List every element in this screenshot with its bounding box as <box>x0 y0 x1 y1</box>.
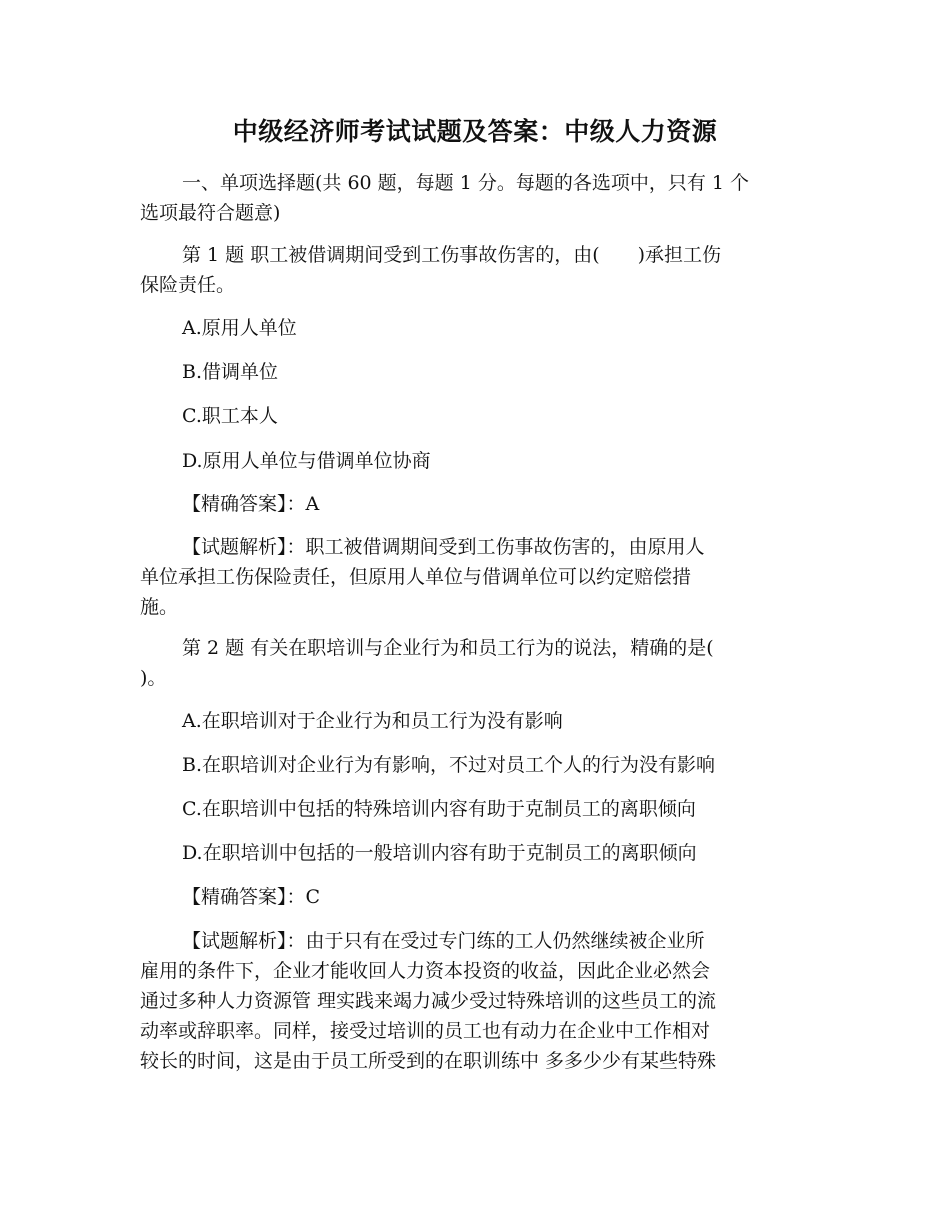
analysis-line: 通过多种人力资源管 理实践来竭力减少受过特殊培训的这些员工的流 <box>140 990 717 1012</box>
question-2-option-b: B.在职培训对企业行为有影响，不过对员工个人的行为没有影响 <box>182 754 716 776</box>
question-2-stem <box>140 633 808 693</box>
question-1-option-a: A.原用人单位 <box>182 317 297 339</box>
question-1-option-d: D.原用人单位与借调单位协商 <box>182 450 431 472</box>
analysis-line: 单位承担工伤保险责任，但原用人单位与借调单位可以约定赔偿措 <box>140 566 692 588</box>
question-stem-line: 第 2 题 有关在职培训与企业行为和员工行为的说法，精确的是( <box>182 637 714 659</box>
analysis-line: 【试题解析】：职工被借调期间受到工伤事故伤害的，由原用人 <box>182 536 705 558</box>
analysis-line: 动率或辞职率。同样，接受过培训的员工也有动力在企业中工作相对 <box>140 1020 711 1042</box>
analysis-line: 较长的时间，这是由于员工所受到的在职训练中 多多少少有某些特殊 <box>140 1050 717 1072</box>
question-1-analysis <box>140 532 808 622</box>
section-intro-line: 一、单项选择题(共 60 题，每题 1 分。每题的各选项中，只有 1 个 <box>182 172 750 194</box>
question-2-option-d: D.在职培训中包括的一般培训内容有助于克制员工的离职倾向 <box>182 842 697 864</box>
question-1-answer: 【精确答案】：A <box>182 493 320 515</box>
analysis-line: 雇用的条件下，企业才能收回人力资本投资的收益，因此企业必然会 <box>140 960 711 982</box>
question-2-answer: 【精确答案】：C <box>182 886 321 908</box>
question-stem-line: )。 <box>140 667 167 689</box>
question-2-analysis <box>140 926 808 1076</box>
document-title: 中级经济师考试试题及答案：中级人力资源 <box>232 117 718 146</box>
question-1-stem <box>140 240 808 300</box>
question-stem-line: 保险责任。 <box>140 274 236 296</box>
analysis-line: 施。 <box>140 596 179 618</box>
analysis-line: 【试题解析】：由于只有在受过专门练的工人仍然继续被企业所 <box>182 930 705 952</box>
question-stem-line: 第 1 题 职工被借调期间受到工伤事故伤害的，由( )承担工伤 <box>182 244 722 266</box>
question-1-option-c: C.职工本人 <box>182 405 278 427</box>
question-1-option-b: B.借调单位 <box>182 361 279 383</box>
question-2-option-a: A.在职培训对于企业行为和员工行为没有影响 <box>182 710 563 732</box>
section-intro <box>140 168 808 228</box>
section-intro-line: 选项最符合题意) <box>140 202 281 224</box>
question-2-option-c: C.在职培训中包括的特殊培训内容有助于克制员工的离职倾向 <box>182 798 696 820</box>
